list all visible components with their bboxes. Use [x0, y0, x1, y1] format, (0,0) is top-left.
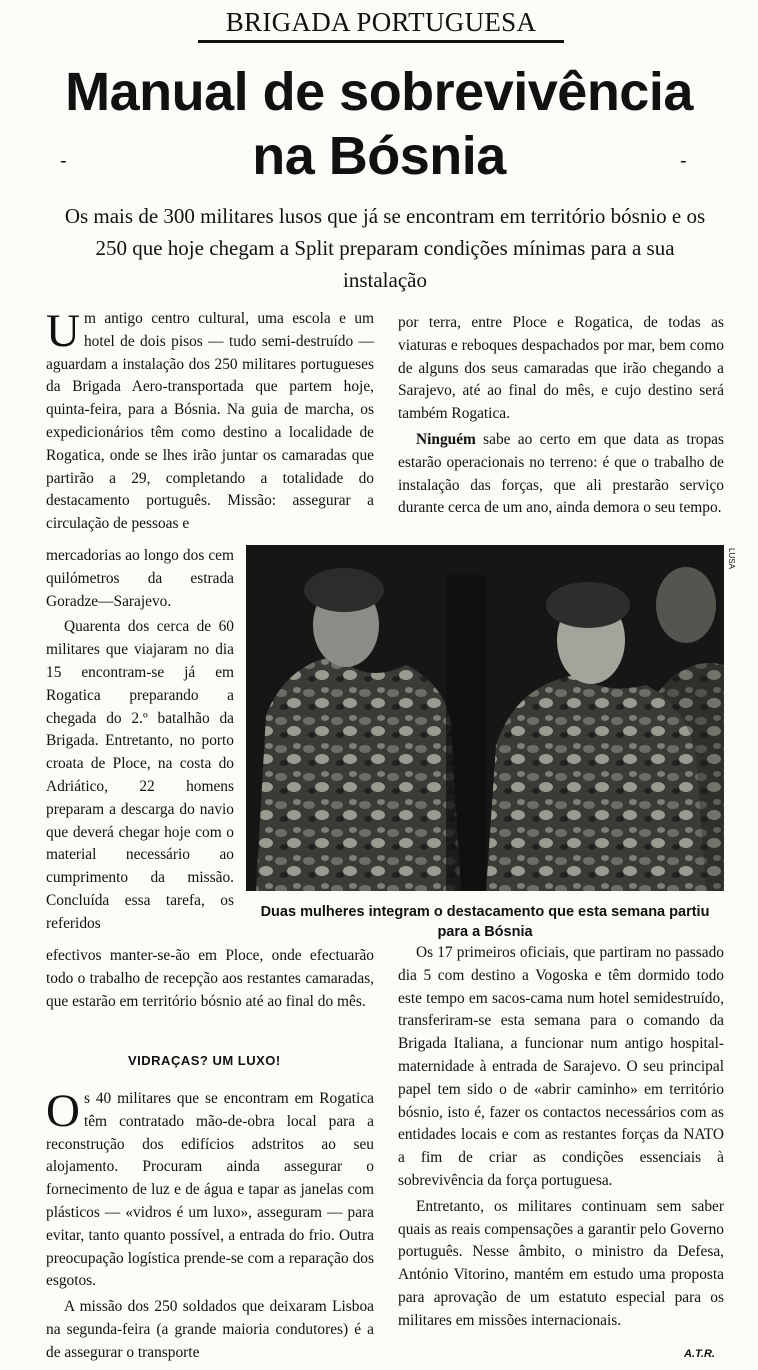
soldiers-photo-illustration: [246, 545, 724, 891]
article-column-1-section-2: [46, 1085, 374, 1368]
article-column-1-bottom: [46, 945, 374, 1016]
paragraph: [398, 429, 724, 520]
headline-line-1: Manual de sobrevivência: [65, 62, 693, 122]
subheading: VIDRAÇAS? UM LUXO!: [128, 1053, 281, 1068]
news-photo: [246, 545, 724, 891]
headline: [20, 60, 738, 188]
article-column-1-top: [46, 305, 374, 539]
paragraph: mercadorias ao longo dos cem quilómetros da estrada Goradze—Sarajevo.: [46, 547, 234, 610]
paragraph: efectivos manter-se-ão em Ploce, onde efectuarão todo o trabalho de recepção aos restantes camaradas, que estarão em território bósnio até ao final do mês.: [46, 947, 374, 1010]
photo-caption: Duas mulheres integram o destacamento que esta semana partiu para a Bósnia: [260, 904, 710, 940]
standfirst: Os mais de 300 militares lusos que já se encontram em território bósnio e os 250 que hoje chegam a Split preparam condições mínimas para a sua instalação: [64, 204, 706, 292]
paragraph: A missão dos 250 soldados que deixaram Lisboa na segunda-feira (a grande maioria condutores) é a de assegurar o transporte: [46, 1298, 374, 1361]
drop-cap: O: [46, 1085, 80, 1137]
article-column-2-top: [398, 312, 724, 523]
margin-dash-mark-right: -: [680, 148, 687, 172]
paragraph: [46, 1085, 374, 1293]
paragraph: Os 17 primeiros oficiais, que partiram no passado dia 5 com destino a Vogoska e têm dormido todo este tempo em sacos-cama num hotel semidestruído, transferiram-se esta semana para o comando da Brigada Italiana, a funcionar num antigo hospital-maternidade à entrada de Sarajevo. O seu principal papel tem sido o de «abrir caminho» em território bósnio, isto é, fazer os contactos necessários com as entidades locais e com as restantes forças da NATO a fim de criar as condições essenciais à sobrevivência da força portuguesa.: [398, 944, 724, 1189]
drop-cap: U: [46, 305, 80, 357]
paragraph-text: s 40 militares que se encontram em Rogatica têm contratado mão-de-obra local para a reconstrução dos edifícios adstritos ao seu alojamento. Procuram ainda assegurar o fornecimento de luz e de água e tapar as janelas com plásticos — «vidros é um luxo», asseguram — para evitar, tanto quanto possível, a entrada do frio. Outra preocupação logística prende-se com a reparação dos esgotos.: [46, 1090, 374, 1290]
paragraph: Quarenta dos cerca de 60 militares que viajaram no dia 15 encontram-se já em Rogatica preparando a chegada do 2.º batalhão da Brigada. Entretanto, no porto croata de Ploce, na costa do Adriático, 22 homens preparam a descarga do navio que deverá chegar hoje com o material necessário ao cumprimento da missão. Concluída essa tarefa, os referidos: [46, 618, 234, 932]
paragraph-text: sabe ao certo em que data as tropas estarão operacionais no terreno: é que o trabalho de instalação das forças, que ali prestarão serviço durante cerca de um ano, ainda demora o seu tempo.: [398, 430, 724, 517]
paragraph: por terra, entre Ploce e Rogatica, de todas as viaturas e reboques despachados por mar, bem como de alguns dos seus camaradas que irão chegando a Sarajevo, até ao final do mês, e cujo destino será também Rogatica.: [398, 314, 724, 423]
paragraph: Entretanto, os militares continuam sem saber quais as reais compensações a garantir pelo Governo português. Nesse âmbito, o ministro da Defesa, António Vitorino, mantém em estudo uma proposta para aprovação de um estatuto especial para os militares em missões internacionais.: [398, 1197, 724, 1329]
section-kicker: BRIGADA PORTUGUESA: [198, 4, 564, 43]
photo-credit: LUSA: [727, 548, 736, 569]
headline-line-2: na Bósnia: [252, 126, 506, 186]
author-signature: A.T.R.: [684, 1348, 715, 1360]
article-column-1-narrow: [46, 545, 234, 939]
lead-word: Ninguém: [416, 430, 476, 448]
margin-dash-mark: -: [60, 148, 67, 172]
article-column-2-bottom: [398, 942, 724, 1336]
paragraph: [46, 305, 374, 536]
paragraph-text: m antigo centro cultural, uma escola e um hotel de dois pisos — tudo semi-destruído — aguardam a instalação dos 250 militares portugueses da Brigada Aero-transportada que partem hoje, quinta-feira, para a Bósnia. Na guia de marcha, os expedicionários têm como destino a localidade de Rogatica, onde se lhes irão juntar os camaradas que partirão a 29, completando a totalidade do destacamento português. Missão: assegurar a circulação de pessoas e: [46, 310, 374, 533]
